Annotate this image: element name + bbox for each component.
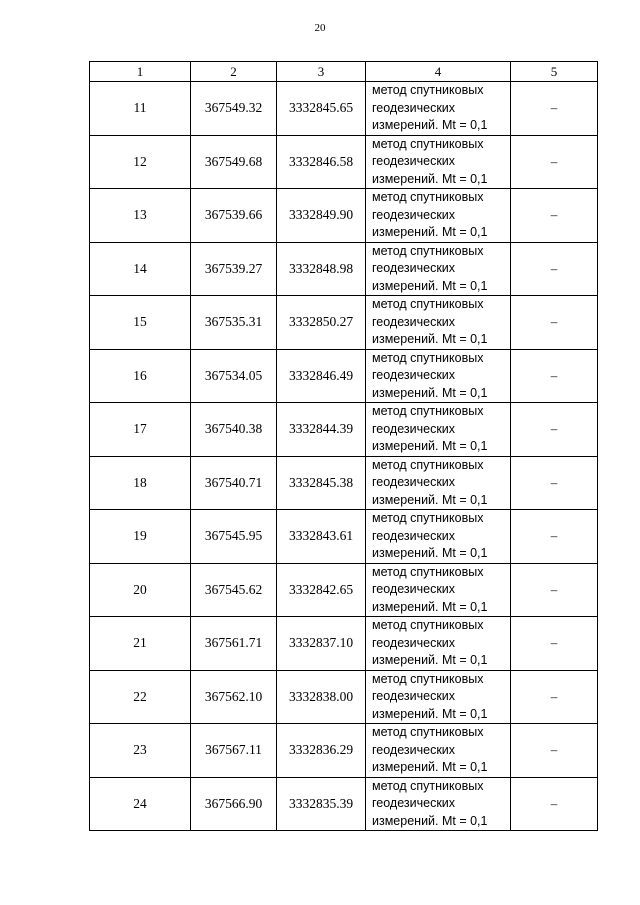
header-col-2: 2 (191, 62, 277, 82)
x-coordinate-cell: 367566.90 (191, 777, 277, 831)
note-cell: – (511, 617, 598, 671)
method-cell (366, 617, 511, 671)
method-cell (366, 189, 511, 243)
x-coordinate-cell: 367540.38 (191, 403, 277, 457)
table-row (90, 456, 598, 510)
note-cell: – (511, 242, 598, 296)
table-row (90, 563, 598, 617)
point-number-cell: 21 (90, 617, 191, 671)
method-cell (366, 724, 511, 778)
y-coordinate-cell: 3332843.61 (277, 510, 366, 564)
y-coordinate-cell: 3332842.65 (277, 563, 366, 617)
method-line: геодезических (372, 261, 456, 275)
point-number-cell: 15 (90, 296, 191, 350)
method-line: измерений. Mt = 0,1 (372, 760, 488, 774)
point-number-cell: 16 (90, 349, 191, 403)
x-coordinate-cell: 367567.11 (191, 724, 277, 778)
point-number-cell: 23 (90, 724, 191, 778)
method-line: метод спутниковых (372, 297, 484, 311)
x-coordinate-cell: 367561.71 (191, 617, 277, 671)
x-coordinate-cell: 367539.66 (191, 189, 277, 243)
method-line: метод спутниковых (372, 618, 484, 632)
point-number-cell: 14 (90, 242, 191, 296)
point-number-cell: 19 (90, 510, 191, 564)
method-cell (366, 456, 511, 510)
header-col-5: 5 (511, 62, 598, 82)
note-cell: – (511, 189, 598, 243)
method-line: геодезических (372, 582, 456, 596)
table-row (90, 296, 598, 350)
method-line: измерений. Mt = 0,1 (372, 706, 488, 721)
method-line: метод спутниковых (372, 404, 484, 418)
method-line: геодезических (372, 368, 456, 382)
y-coordinate-cell: 3332836.29 (277, 724, 366, 778)
note-cell: – (511, 724, 598, 778)
method-line: метод спутниковых (372, 778, 484, 793)
method-line: метод спутниковых (372, 136, 484, 151)
x-coordinate-cell: 367545.62 (191, 563, 277, 617)
method-cell (366, 510, 511, 564)
method-line: метод спутниковых (372, 564, 484, 579)
note-cell: – (511, 296, 598, 350)
table-row (90, 670, 598, 724)
y-coordinate-cell: 3332838.00 (277, 670, 366, 724)
point-number-cell: 24 (90, 777, 191, 831)
method-line: метод спутниковых (372, 350, 484, 365)
x-coordinate-cell: 367534.05 (191, 349, 277, 403)
method-cell (366, 403, 511, 457)
method-cell (366, 563, 511, 617)
header-row (90, 62, 598, 82)
method-line: измерений. Mt = 0,1 (372, 118, 488, 132)
x-coordinate-cell: 367535.31 (191, 296, 277, 350)
coordinates-table (89, 61, 598, 831)
method-cell (366, 296, 511, 350)
note-cell: – (511, 563, 598, 617)
y-coordinate-cell: 3332845.65 (277, 82, 366, 136)
page-number: 20 (314, 22, 326, 34)
point-number-cell: 17 (90, 403, 191, 457)
note-cell: – (511, 82, 598, 136)
y-coordinate-cell: 3332837.10 (277, 617, 366, 671)
method-line: метод спутниковых (372, 457, 484, 472)
note-cell: – (511, 135, 598, 189)
table-row (90, 189, 598, 243)
point-number-cell: 13 (90, 189, 191, 243)
point-number-cell: 18 (90, 456, 191, 510)
method-line: метод спутниковых (372, 83, 484, 97)
method-line: метод спутниковых (372, 190, 484, 204)
method-cell (366, 670, 511, 724)
method-line: измерений. Mt = 0,1 (372, 439, 488, 453)
method-line: метод спутниковых (372, 725, 484, 739)
note-cell: – (511, 456, 598, 510)
table-row (90, 617, 598, 671)
method-line: измерений. Mt = 0,1 (372, 332, 488, 346)
y-coordinate-cell: 3332848.98 (277, 242, 366, 296)
method-line: метод спутниковых (372, 243, 484, 258)
header-col-3: 3 (277, 62, 366, 82)
method-line: измерений. Mt = 0,1 (372, 171, 488, 186)
y-coordinate-cell: 3332845.38 (277, 456, 366, 510)
method-line: геодезических (372, 689, 456, 703)
method-line: измерений. Mt = 0,1 (372, 385, 488, 400)
method-line: геодезических (372, 635, 456, 650)
method-line: метод спутниковых (372, 671, 484, 686)
x-coordinate-cell: 367562.10 (191, 670, 277, 724)
method-line: геодезических (372, 207, 456, 222)
note-cell: – (511, 670, 598, 724)
method-line: геодезических (372, 314, 456, 329)
table-header (90, 62, 598, 82)
method-cell (366, 242, 511, 296)
method-line: измерений. Mt = 0,1 (372, 546, 488, 560)
method-line: геодезических (372, 154, 456, 168)
point-number-cell: 22 (90, 670, 191, 724)
method-line: метод спутниковых (372, 511, 484, 525)
note-cell: – (511, 510, 598, 564)
point-number-cell: 12 (90, 135, 191, 189)
table-row (90, 135, 598, 189)
method-line: геодезических (372, 100, 456, 115)
x-coordinate-cell: 367549.68 (191, 135, 277, 189)
method-line: измерений. Mt = 0,1 (372, 653, 488, 667)
method-line: геодезических (372, 742, 456, 757)
method-line: измерений. Mt = 0,1 (372, 813, 488, 828)
header-col-1: 1 (90, 62, 191, 82)
method-line: измерений. Mt = 0,1 (372, 599, 488, 614)
y-coordinate-cell: 3332846.58 (277, 135, 366, 189)
x-coordinate-cell: 367545.95 (191, 510, 277, 564)
note-cell: – (511, 349, 598, 403)
x-coordinate-cell: 367549.32 (191, 82, 277, 136)
method-line: измерений. Mt = 0,1 (372, 492, 488, 507)
method-line: геодезических (372, 421, 456, 436)
method-cell (366, 135, 511, 189)
x-coordinate-cell: 367540.71 (191, 456, 277, 510)
method-line: измерений. Mt = 0,1 (372, 225, 488, 239)
method-line: измерений. Mt = 0,1 (372, 278, 488, 293)
note-cell: – (511, 777, 598, 831)
table-row (90, 510, 598, 564)
method-cell (366, 349, 511, 403)
y-coordinate-cell: 3332849.90 (277, 189, 366, 243)
y-coordinate-cell: 3332835.39 (277, 777, 366, 831)
table-row (90, 349, 598, 403)
point-number-cell: 20 (90, 563, 191, 617)
point-number-cell: 11 (90, 82, 191, 136)
table-row (90, 724, 598, 778)
table-body (90, 82, 598, 831)
method-line: геодезических (372, 528, 456, 543)
x-coordinate-cell: 367539.27 (191, 242, 277, 296)
note-cell: – (511, 403, 598, 457)
y-coordinate-cell: 3332846.49 (277, 349, 366, 403)
method-cell (366, 82, 511, 136)
method-line: геодезических (372, 475, 456, 489)
table-row (90, 82, 598, 136)
table-row (90, 777, 598, 831)
y-coordinate-cell: 3332844.39 (277, 403, 366, 457)
table-row (90, 403, 598, 457)
y-coordinate-cell: 3332850.27 (277, 296, 366, 350)
table-row (90, 242, 598, 296)
header-col-4: 4 (366, 62, 511, 82)
method-cell (366, 777, 511, 831)
method-line: геодезических (372, 796, 456, 810)
